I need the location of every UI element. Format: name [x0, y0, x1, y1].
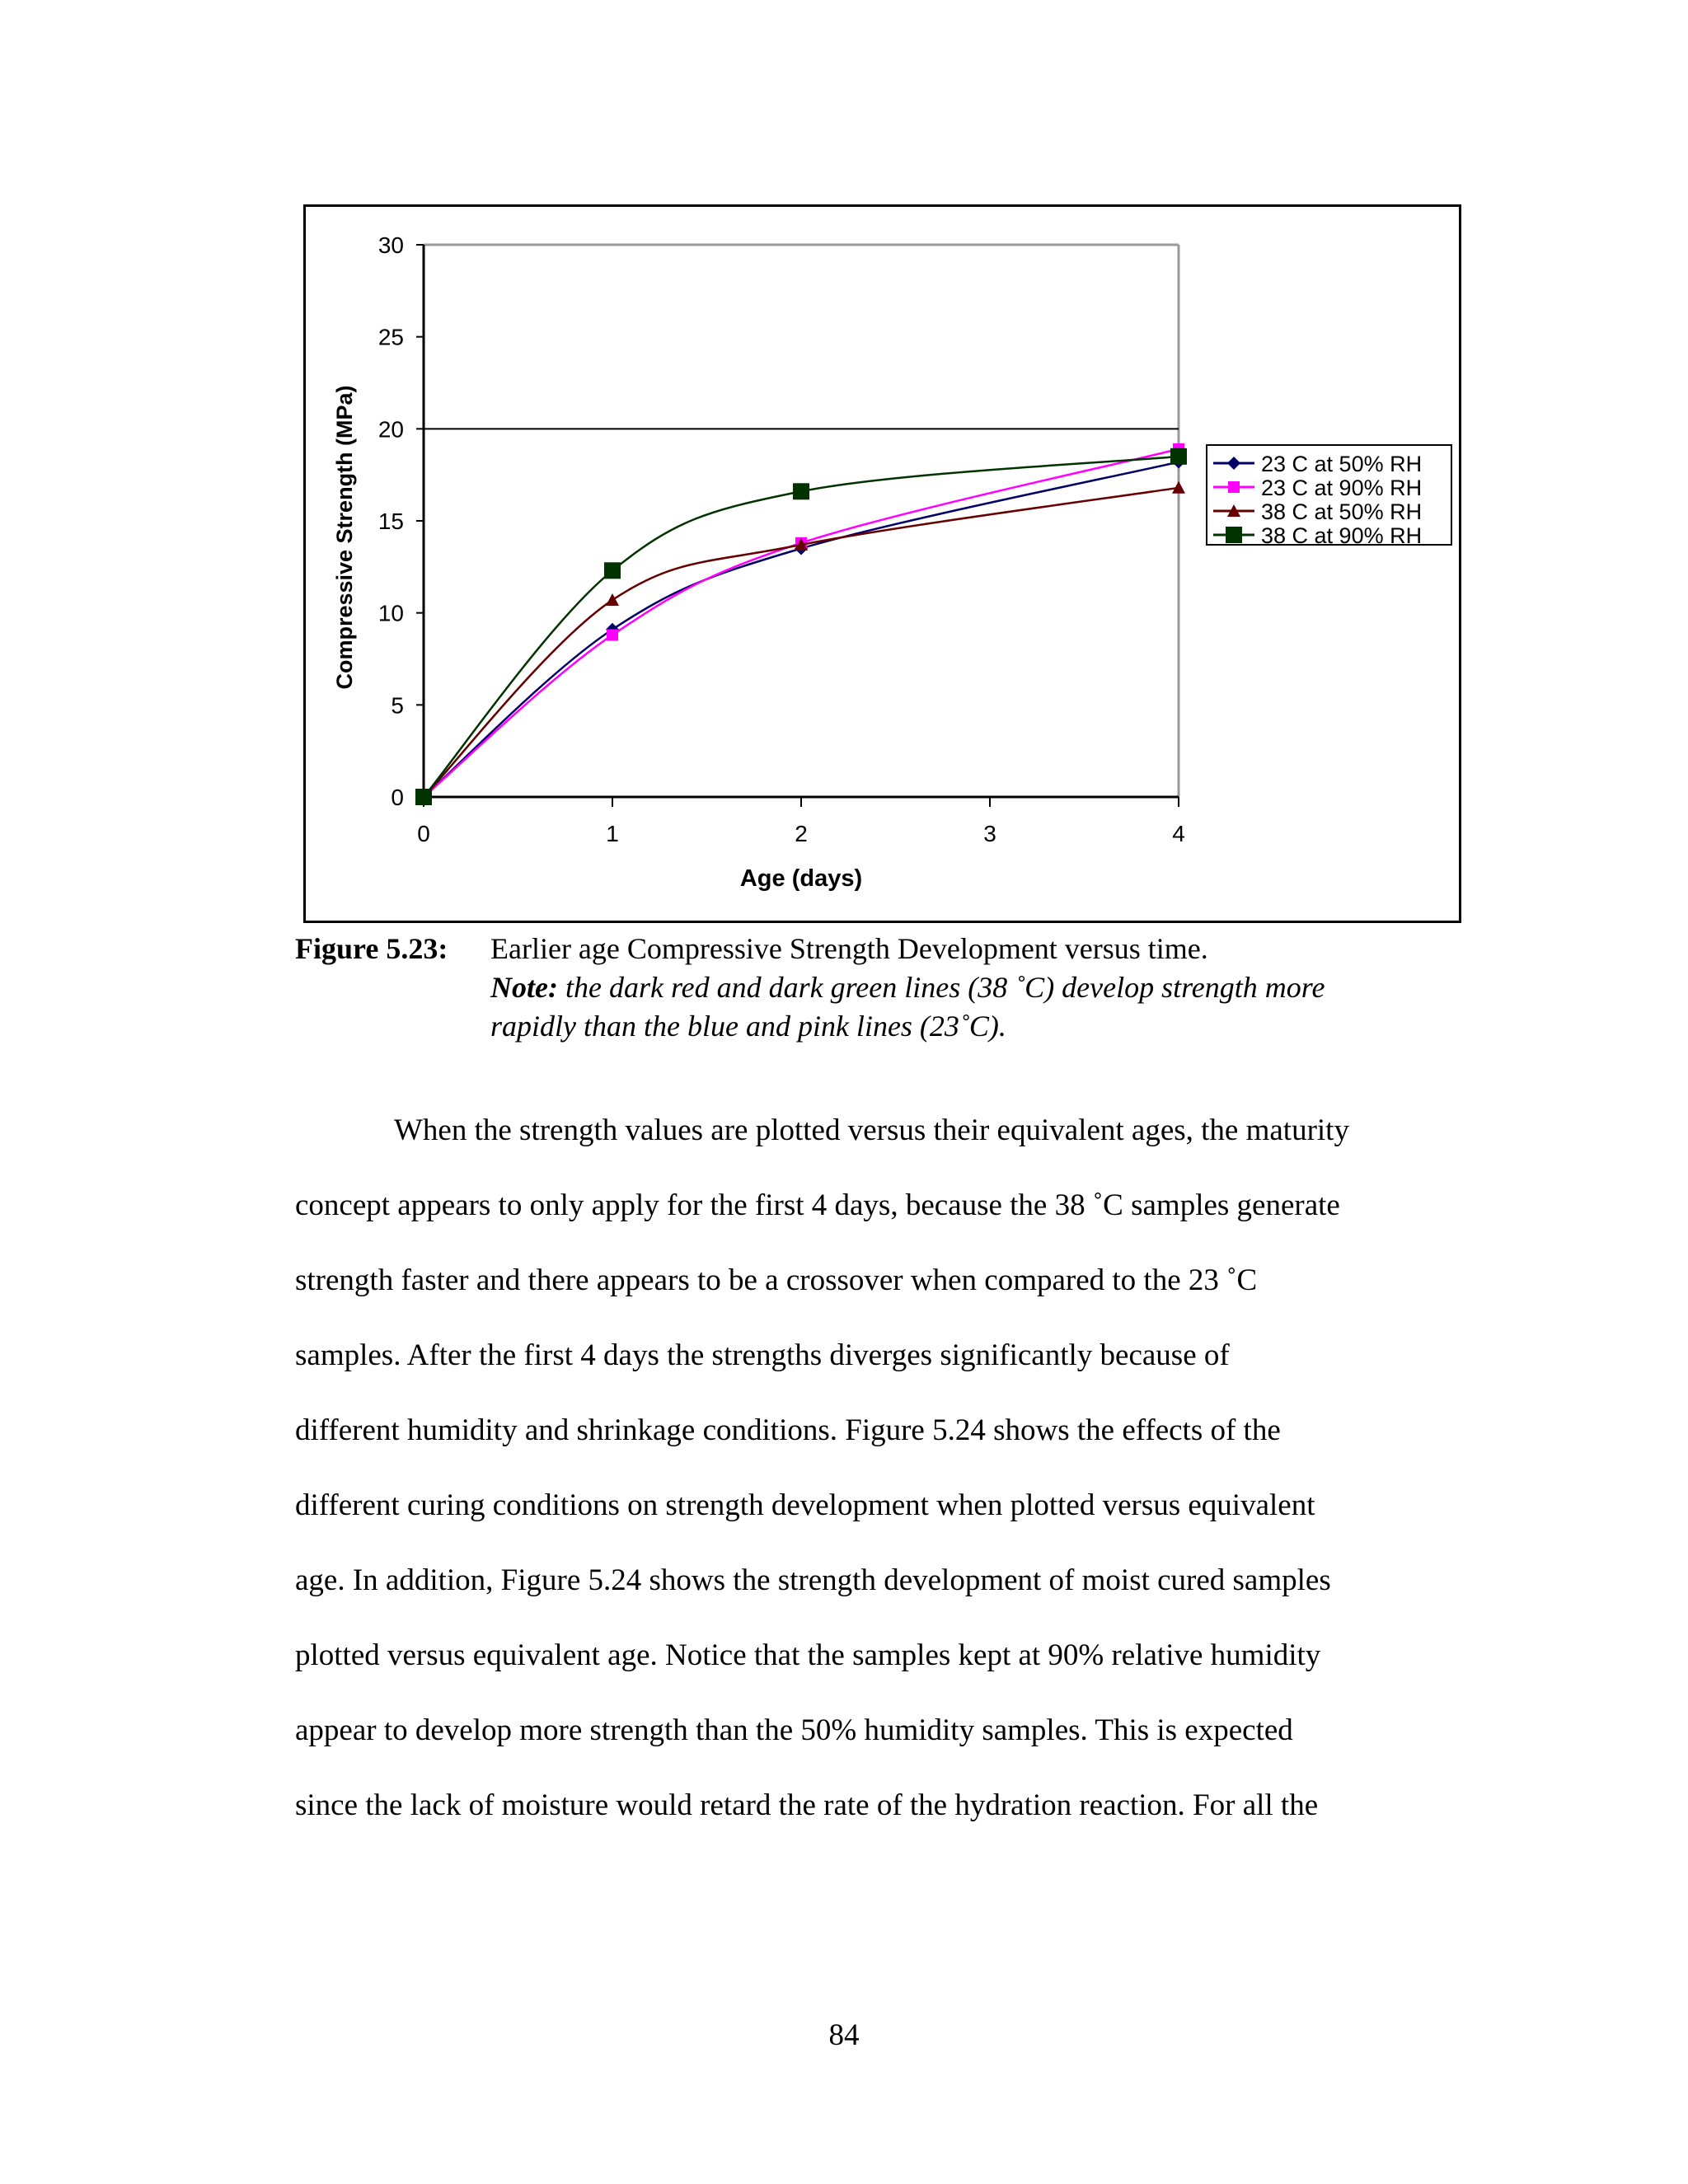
legend-label: 38 C at 50% RH: [1261, 499, 1423, 524]
series-line: [424, 457, 1179, 797]
chart-frame: [303, 204, 1461, 923]
body-line: plotted versus equivalent age. Notice that the samples kept at 90% relative humidity: [295, 1638, 1321, 1672]
body-line: samples. After the first 4 days the strengths diverges significantly because of: [295, 1338, 1230, 1372]
data-point: [607, 629, 618, 640]
legend-label: 23 C at 50% RH: [1261, 452, 1423, 476]
body-line: When the strength values are plotted versus their equivalent ages, the maturity: [394, 1113, 1349, 1147]
data-point: [1170, 448, 1187, 465]
body-line: age. In addition, Figure 5.24 shows the strength development of moist cured samples: [295, 1563, 1331, 1597]
body-line: since the lack of moisture would retard the rate of the hydration reaction. For all the: [295, 1788, 1319, 1822]
data-point: [415, 789, 432, 805]
x-tick-label: 0: [417, 821, 430, 846]
data-point: [793, 483, 809, 499]
caption-note-text: the dark red and dark green lines (38 ˚C) develop strength more: [557, 971, 1325, 1004]
y-tick-label: 20: [377, 416, 404, 443]
y-axis-label: Compressive Strength (MPa): [332, 385, 357, 690]
y-tick-label: 25: [377, 324, 404, 350]
caption-note-label: Note:: [490, 971, 558, 1004]
x-tick-label: 1: [606, 821, 619, 846]
x-axis-label: Age (days): [739, 865, 863, 892]
page-number: 84: [828, 2018, 860, 2052]
y-tick-label: 10: [377, 600, 404, 626]
y-tick-label: 15: [377, 509, 404, 534]
x-tick-label: 3: [983, 821, 996, 846]
data-point: [604, 562, 621, 579]
y-tick-label: 30: [377, 232, 404, 258]
legend-marker: [1228, 481, 1240, 493]
x-tick-label: 2: [795, 821, 808, 846]
legend-label: 38 C at 90% RH: [1261, 523, 1423, 548]
caption-note-text-2: rapidly than the blue and pink lines (23˚C).: [490, 1010, 1006, 1043]
legend-marker: [1226, 527, 1242, 543]
strength-chart: [306, 207, 1459, 921]
body-line: strength faster and there appears to be a crossover when compared to the 23 ˚C: [295, 1263, 1258, 1297]
series-line: [424, 449, 1179, 797]
x-tick-label: 4: [1172, 821, 1185, 846]
series-line: [424, 488, 1179, 797]
y-tick-label: 0: [391, 785, 404, 810]
data-point: [1172, 481, 1185, 494]
body-line: concept appears to only apply for the first 4 days, because the 38 ˚C samples generate: [295, 1188, 1340, 1222]
series-line: [424, 462, 1179, 797]
data-point: [606, 593, 619, 606]
caption-label: Figure 5.23:: [295, 932, 448, 965]
body-line: different curing conditions on strength development when plotted versus equivalent: [295, 1488, 1315, 1522]
legend-label: 23 C at 90% RH: [1261, 476, 1423, 500]
body-line: appear to develop more strength than the 50% humidity samples. This is expected: [295, 1713, 1293, 1747]
body-line: different humidity and shrinkage conditions. Figure 5.24 shows the effects of the: [295, 1413, 1281, 1447]
y-tick-label: 5: [391, 692, 404, 719]
caption-text: Earlier age Compressive Strength Development versus time.: [490, 932, 1208, 965]
